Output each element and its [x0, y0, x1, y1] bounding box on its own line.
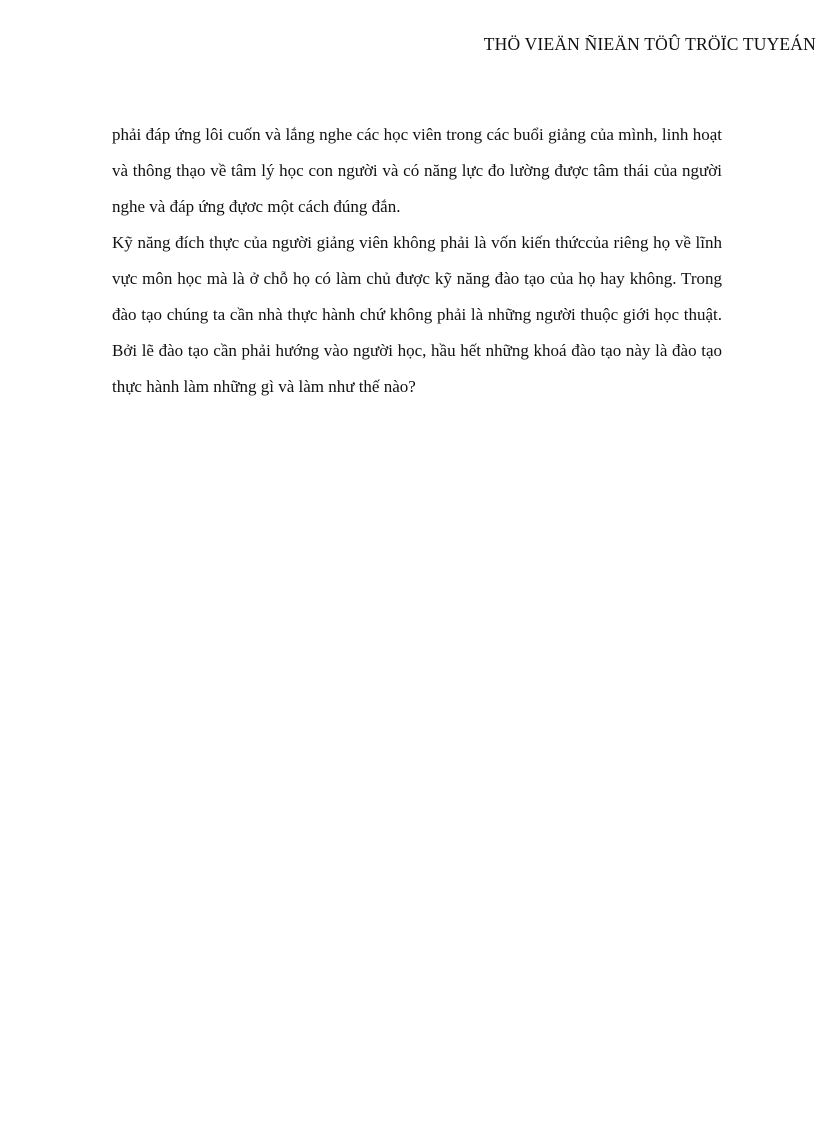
page-header — [456, 34, 816, 55]
page-body — [112, 117, 722, 405]
body-paragraph: phải đáp ứng lôi cuốn và lắng nghe các học viên trong các buổi giảng của mình, linh hoạt và thông thạo về tâm lý học con người và có năng lực đo lường được tâm thái của người nghe và đáp ứng đựơc một cách đúng đắn. — [112, 125, 722, 216]
body-paragraph: Kỹ năng đích thực của người giảng viên không phải là vốn kiến thứccủa riêng họ về lĩnh vực môn học mà là ở chỗ họ có làm chủ được kỹ năng đào tạo của họ hay không. Trong đào tạo chúng ta cần nhà thực hành chứ không phải là những người thuộc giới học thuật. Bởi lẽ đào tạo cần phải hướng vào người học, hầu hết những khoá đào tạo này là đào tạo thực hành làm những gì và làm như thế nào? — [112, 233, 722, 396]
header-title: THÖ VIEÄN ÑIEÄN TÖÛ TRÖÏC TUYEÁN — [483, 34, 816, 54]
